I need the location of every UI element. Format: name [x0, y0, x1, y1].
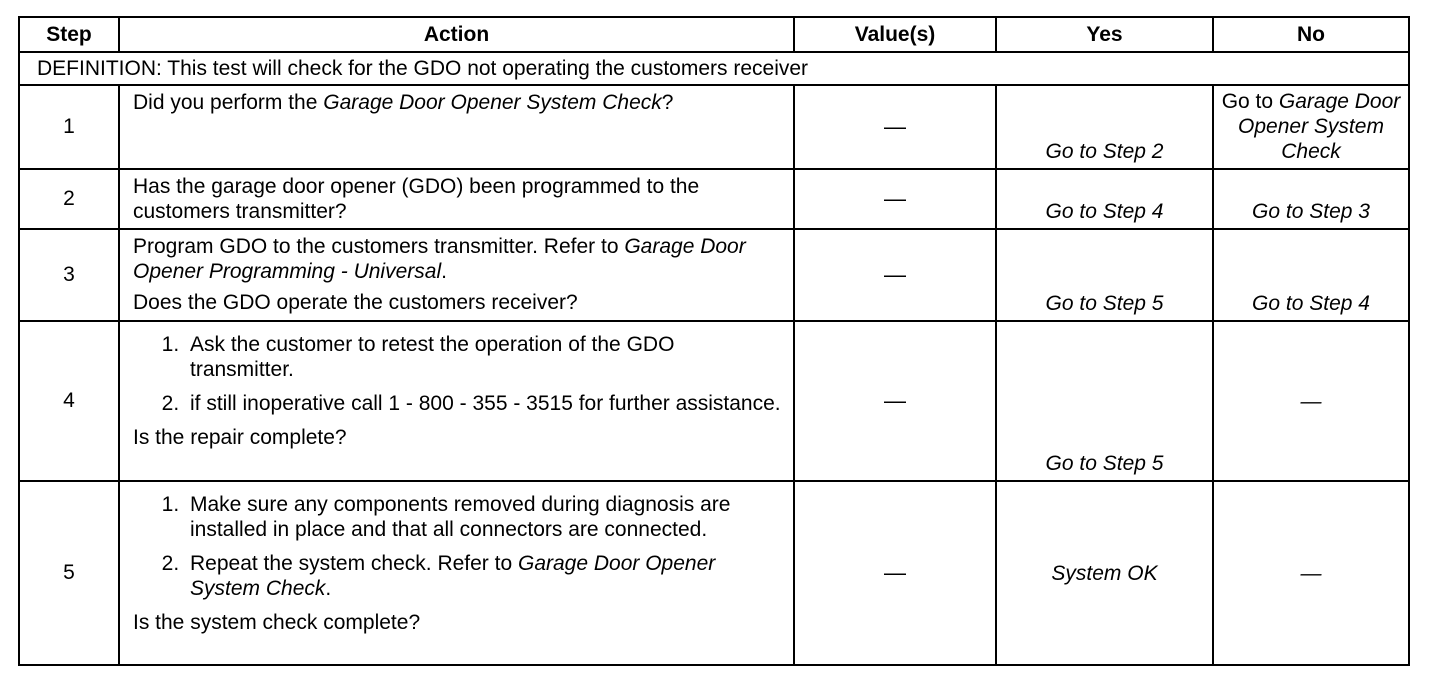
header-no: No [1213, 17, 1409, 52]
value-cell: — [794, 169, 996, 229]
no-text-part: Go to [1221, 90, 1279, 113]
value-cell: — [794, 229, 996, 321]
no-cell: Go to Step 4 [1213, 229, 1409, 321]
action-text-part: Did you perform the [133, 91, 324, 114]
action-text-part: ? [661, 91, 674, 114]
definition-text: DEFINITION: This test will check for the GDO not operating the customers receiver [19, 52, 1409, 85]
action-list-item: 1. Ask the customer to retest the operation of the GDO transmitter. [185, 332, 781, 382]
header-step: Step [19, 17, 119, 52]
header-yes: Yes [996, 17, 1213, 52]
action-cell [119, 481, 794, 665]
action-text-part: . [325, 577, 332, 600]
step-row-4 [19, 321, 1409, 481]
action-list-item: 1. Make sure any components removed during diagnosis are installed in place and that all connectors are connected. [185, 492, 781, 542]
step-number: 4 [19, 321, 119, 481]
action-question: Is the system check complete? [133, 611, 421, 634]
value-cell: — [794, 85, 996, 169]
yes-cell: System OK [996, 481, 1213, 665]
header-values: Value(s) [794, 17, 996, 52]
yes-cell: Go to Step 4 [996, 169, 1213, 229]
action-reference: Garage Door Opener Programming - Universal [133, 235, 746, 283]
action-cell [119, 229, 794, 321]
action-text [133, 234, 781, 284]
action-text-part: Program GDO to the customers transmitter. Refer to [133, 235, 625, 258]
header-action: Action [119, 17, 794, 52]
action-reference: Garage Door Opener System Check [190, 552, 716, 600]
action-question: Does the GDO operate the customers receiver? [133, 291, 578, 314]
step-row-3 [19, 229, 1409, 321]
value-cell: — [794, 321, 996, 481]
no-cell [1213, 85, 1409, 169]
no-cell: — [1213, 481, 1409, 665]
yes-cell: Go to Step 2 [996, 85, 1213, 169]
action-list [133, 492, 781, 601]
step-row-5 [19, 481, 1409, 665]
action-list-item: 2. if still inoperative call 1 - 800 - 355 - 3515 for further assistance. [185, 391, 781, 416]
action-reference: Garage Door Opener System Check [323, 91, 662, 114]
diagnostic-table [18, 16, 1410, 666]
yes-cell: Go to Step 5 [996, 229, 1213, 321]
header-row [19, 17, 1409, 52]
action-text [133, 90, 781, 115]
step-number: 1 [19, 85, 119, 169]
action-cell [119, 321, 794, 481]
step-row-2 [19, 169, 1409, 229]
no-reference: Garage Door Opener System Check [1238, 90, 1401, 163]
no-cell: Go to Step 3 [1213, 169, 1409, 229]
action-text-part: . [441, 260, 447, 283]
step-number: 5 [19, 481, 119, 665]
action-list [133, 332, 781, 416]
definition-row [19, 52, 1409, 85]
action-question: Is the repair complete? [133, 426, 347, 449]
no-cell: — [1213, 321, 1409, 481]
action-cell: Has the garage door opener (GDO) been programmed to the customers transmitter? [119, 169, 794, 229]
value-cell: — [794, 481, 996, 665]
step-number: 2 [19, 169, 119, 229]
action-text-part: Repeat the system check. Refer to [190, 552, 518, 575]
step-number: 3 [19, 229, 119, 321]
yes-cell: Go to Step 5 [996, 321, 1213, 481]
action-list-item [185, 551, 781, 601]
step-row-1 [19, 85, 1409, 169]
action-cell [119, 85, 794, 169]
